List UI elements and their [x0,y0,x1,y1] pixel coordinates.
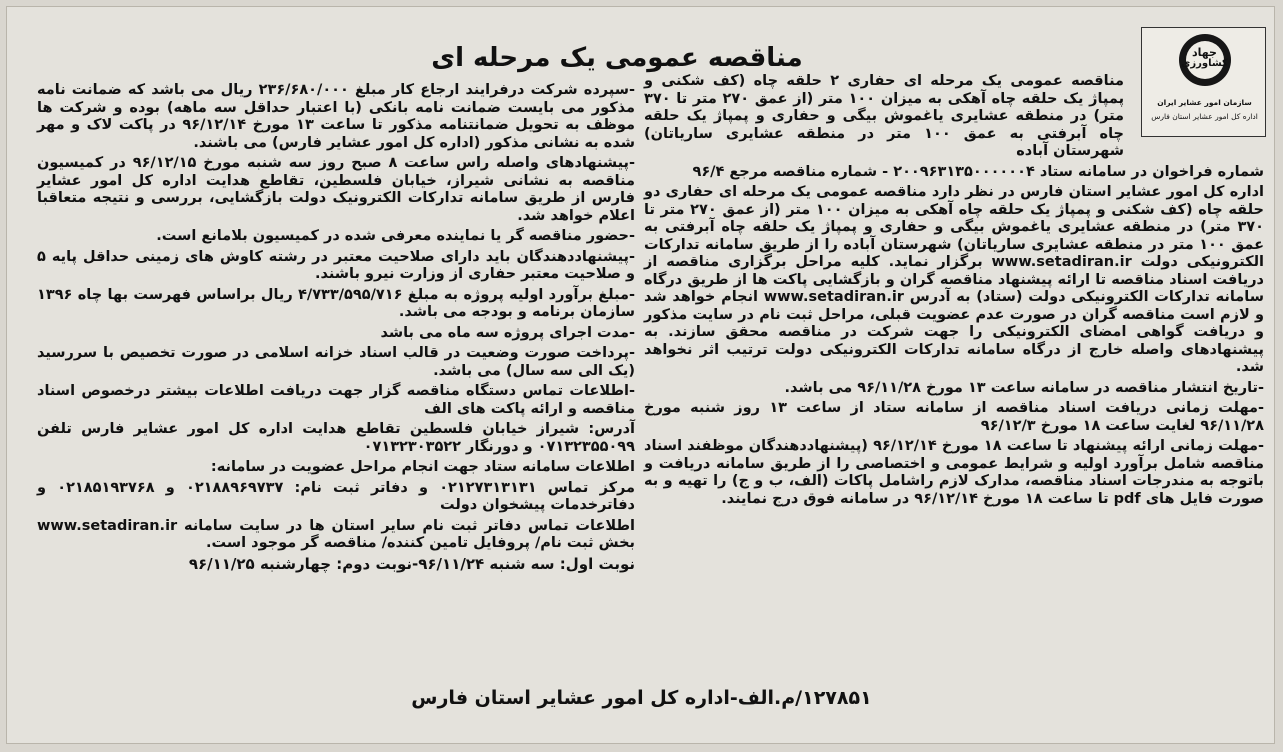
paragraph: -سپرده شرکت درفرایند ارجاع کار مبلغ ۲۳۶/۶۸۰/۰۰۰ ریال می باشد که ضمانت نامه مذکور می بایست ضمانت نامه بانکی (با اعتبار حداقل سه ماهه) بوده و شرکت ها موظف به تحویل ضمانتنامه مذکور تا ساعت ۱۳ مورخ ۹۶/۱۲/۱۴ در پاکت لاک و مهر شده به نشانی مذکور (اداره کل امور عشایر فارس) می باشند. [37,82,635,151]
paragraph: -پرداخت صورت وضعیت در قالب اسناد خزانه اسلامی در صورت تخصیص با سررسید (یک الی سه سال) می باشد. [37,345,635,379]
paragraph: -مهلت زمانی ارائه پیشنهاد تا ساعت ۱۸ مورخ ۹۶/۱۲/۱۴ (پیشنهاددهندگان موظفند اسناد مناقصه شامل برآورد اولیه و شرایط عمومی و اختصاصی را از طریق سامانه دریافت و باتوجه به مندرجات اسناد مناقصه، مدارک لازم راشامل پاکات (الف، ب و ج) را تهیه و به صورت فایل های pdf تا ساعت ۱۸ مورخ ۹۶/۱۲/۱۴ در سامانه فوق درج نمایند. [644,438,1264,507]
paragraph: -مدت اجرای پروژه سه ماه می باشد [380,324,635,341]
paragraph: -پیشنهادهای واصله راس ساعت ۸ صبح روز سه شنبه مورخ ۹۶/۱۲/۱۵ در کمیسیون مناقصه به نشانی شیراز، خیابان فلسطین، تقاطع هدایت اداره کل امور عشایر فارس از طریق سامانه تدارکات الکترونیک دولت بازگشایی، بررسی و نتیجه متعاقبا اعلام خواهد شد. [37,155,635,224]
paragraph: اطلاعات تماس دفاتر ثبت نام سایر استان ها در سایت سامانه www.setadiran.ir بخش ثبت نام/ پروفایل تامین کننده/ مناقصه گر موجود است. [37,517,635,551]
logo-org-line1: سازمان امور عشایر ایران [1157,98,1252,107]
paragraph: -پیشنهاددهندگان باید دارای صلاحیت معتبر در رشته کاوش های زمینی حداقل پایه ۵ و صلاحیت معتبر حفاری از وزارت نیرو باشند. [37,248,635,282]
notice-title: مناقصه عمومی یک مرحله ای [431,43,803,73]
paragraph: -تاریخ انتشار مناقصه در سامانه ساعت ۱۳ مورخ ۹۶/۱۱/۲۸ می باشد. [784,379,1264,396]
right-column [644,73,1264,511]
paragraph: شماره فراخوان در سامانه ستاد ۲۰۰۹۶۳۱۳۵۰۰۰۰۰۰۴ - شماره مناقصه مرجع ۹۶/۴ [692,163,1264,180]
paragraph: مرکز تماس ۰۲۱۲۷۳۱۳۱۳۱ و دفاتر ثبت نام: ۰۲۱۸۸۹۶۹۷۳۷ و ۰۲۱۸۵۱۹۳۷۶۸ و دفاترخدمات پیشخوان دولت [37,479,636,513]
paragraph: -حضور مناقصه گر یا نماینده معرفی شده در کمیسیون بلامانع است. [156,228,635,244]
paragraph: اطلاعات سامانه ستاد جهت انجام مراحل عضویت در سامانه: [210,459,635,475]
footer-signature: ۱۲۷۸۵۱/م.الف-اداره کل امور عشایر استان فارس [411,687,872,709]
paragraph: اداره کل امور عشایر استان فارس در نظر دارد مناقصه عمومی یک مرحله ای حفاری دو حلقه چاه (کف شکنی و پمپاژ یک حلقه چاه آهکی به میزان ۱۰۰ متر (از عمق ۲۷۰ متر تا ۳۷۰ متر) در منطقه عشایری یاغموش بیگی و حفاری و پمپاژ یک حلقه چاه آبرفتی به عمق ۱۰۰ متر در منطقه عشایری ساریاتان) شهرستان آباده را از طریق سامانه تدارکات الکترونیکی دولت www.setadiran.ir برگزار نماید. کلیه مراحل برگزاری مناقصه از دریافت اسناد مناقصه تا ارائه پیشنهاد مناقصه گران و بازگشایی پاکت ها از طریق درگاه سامانه تدارکات الکترونیکی دولت (ستاد) به آدرس www.setadiran.ir انجام خواهد شد و لازم است مناقصه گران در صورت عدم عضویت قبلی، مراحل ثبت نام در سایت مذکور و دریافت گواهی امضای الکترونیکی را جهت شرکت در مناقصه محقق سازند. به پیشنهادهای واصله خارج از درگاه سامانه تدارکات الکترونیکی دولت ترتیب اثر نخواهد شد. [644,184,1264,375]
newspaper-notice [6,6,1275,744]
paragraph: -اطلاعات تماس دستگاه مناقصه گزار جهت دریافت اطلاعات بیشتر درخصوص اسناد مناقصه و ارائه پاکت های الف [37,383,635,417]
left-column [37,82,635,576]
publication-dates: نوبت اول: سه شنبه ۹۶/۱۱/۲۴-نوبت دوم: چهارشنبه ۹۶/۱۱/۲۵ [188,554,635,573]
paragraph: -مبلغ برآورد اولیه پروژه به مبلغ ۴/۷۳۳/۵۹۵/۷۱۶ ریال براساس فهرست بها چاه ۱۳۹۶ سازمان برنامه و بودجه می باشد. [37,286,635,320]
paragraph: آدرس: شیراز خیابان فلسطین تقاطع هدایت اداره کل امور عشایر فارس تلفن ۰۷۱۳۲۳۵۵۰۹۹ و دورنگار ۰۷۱۳۲۳۰۳۵۲۲ [37,421,635,455]
paragraph: -مهلت زمانی دریافت اسناد مناقصه از سامانه ستاد از ساعت ۱۳ روز شنبه مورخ ۹۶/۱۱/۲۸ لغایت ساعت ۱۸ مورخ ۹۶/۱۲/۳ [644,400,1265,434]
paragraph: مناقصه عمومی یک مرحله ای حفاری ۲ حلقه چاه (کف شکنی و پمپاژ یک حلقه چاه آهکی به میزان ۱۰۰ متر (از عمق ۲۷۰ متر تا ۳۷۰ متر) در منطقه عشایری یاغموش بیگی و حفاری و پمپاژ یک حلقه چاه آبرفتی به عمق ۱۰۰ متر در منطقه عشایری ساریاتان) شهرستان آباده [644,73,1125,159]
logo-word-top: جهاد [1192,46,1217,59]
logo-org-line2: اداره کل امور عشایر استان فارس [1151,112,1258,121]
logo-word-bottom: کشاورزی [1181,58,1228,69]
